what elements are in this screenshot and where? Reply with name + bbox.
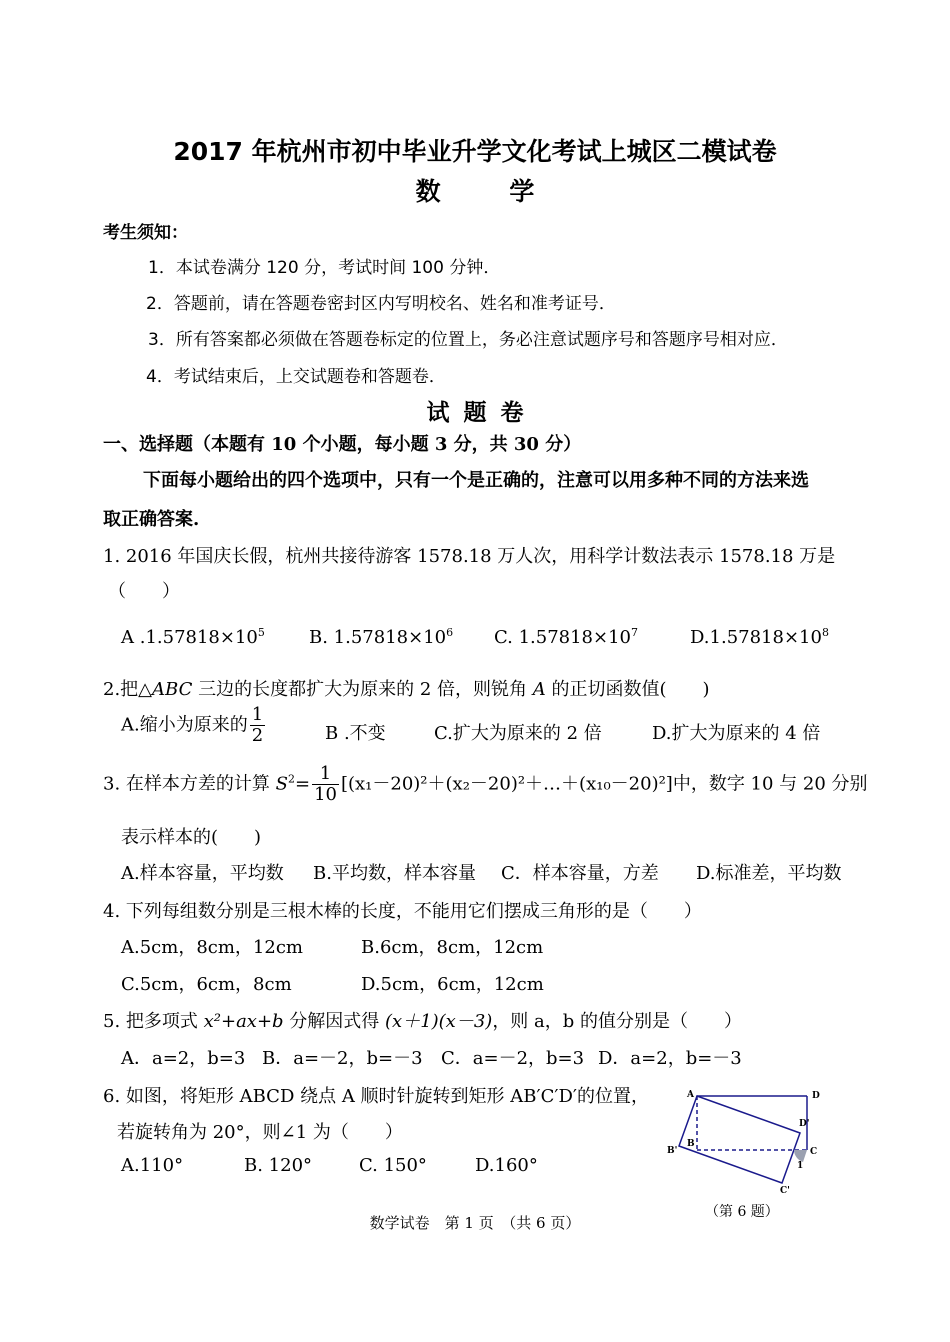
q2-stem: 2.把△ABC 三边的长度都扩大为原来的 2 倍，则锐角 A 的正切函数值( ) xyxy=(103,679,710,700)
label-b-prime: B' xyxy=(667,1146,678,1156)
label-a: A xyxy=(687,1090,694,1100)
q5-option-c: C．a=－2，b=3 xyxy=(441,1048,585,1069)
q6-stem-line2: 若旋转角为 20°，则∠1 为（ ） xyxy=(117,1122,403,1143)
notice-heading: 考生须知： xyxy=(103,223,188,243)
q3-option-c: C．样本容量，方差 xyxy=(501,863,659,884)
q3-option-a: A.样本容量，平均数 xyxy=(121,863,284,884)
label-d: D xyxy=(812,1091,820,1101)
q6-figure-caption: （第 6 题） xyxy=(705,1204,779,1220)
label-d-prime: D' xyxy=(799,1119,810,1129)
q5-option-a: A．a=2，b=3 xyxy=(121,1048,246,1069)
q2-option-d: D.扩大为原来的 4 倍 xyxy=(652,723,821,744)
q4-option-b: B.6cm，8cm，12cm xyxy=(361,937,544,958)
q5-option-b: B．a=－2，b=－3 xyxy=(262,1048,423,1069)
q1-stem-line1: 1. 2016 年国庆长假，杭州共接待游客 1578.18 万人次，用科学计数法表示 1578.18 万是 xyxy=(103,546,836,567)
notice-item-3: 3．所有答案都必须做在答题卷标定的位置上，务必注意试题序号和答题序号相对应． xyxy=(148,330,788,350)
q5-option-d: D．a=2，b=－3 xyxy=(598,1048,742,1069)
label-c-prime: C' xyxy=(780,1186,790,1196)
q6-option-d: D.160° xyxy=(475,1155,538,1176)
q4-stem: 4. 下列每组数分别是三根木棒的长度，不能用它们摆成三角形的是（ ） xyxy=(103,901,702,922)
q4-option-c: C.5cm，6cm，8cm xyxy=(121,974,292,995)
q2-fraction: $\frac{1}{2}$ xyxy=(251,704,264,746)
q6-option-b: B. 120° xyxy=(244,1155,313,1176)
q6-option-a: A.110° xyxy=(121,1155,184,1176)
q1-option-a: A $.1.57818\times 10^5$ xyxy=(121,626,265,648)
subject-title: 数 学 xyxy=(415,177,535,206)
q6-rectangle-figure xyxy=(660,1084,830,1196)
notice-item-2: 2．答题前，请在答题卷密封区内写明校名、姓名和准考证号． xyxy=(146,294,616,314)
q1-option-b: B. $1.57818\times 10^6$ xyxy=(309,626,454,648)
q1-stem-line2: （ ） xyxy=(108,581,180,602)
q3-option-b: B.平均数，样本容量 xyxy=(313,863,476,884)
label-angle-1: 1 xyxy=(797,1161,804,1171)
notice-item-4: 4．考试结束后，上交试题卷和答题卷． xyxy=(146,367,446,387)
q2-option-c: C.扩大为原来的 2 倍 xyxy=(434,723,602,744)
q4-option-d: D.5cm，6cm，12cm xyxy=(361,974,544,995)
q6-option-c: C. 150° xyxy=(359,1155,427,1176)
q3-option-d: D.标准差，平均数 xyxy=(696,863,842,884)
q1-option-d: $D.1.57818\times 10^8$ xyxy=(690,626,829,648)
part1-intro-line1: 下面每小题给出的四个选项中，只有一个是正确的，注意可以用多种不同的方法来选 xyxy=(143,470,809,491)
q3-stem-line2: 表示样本的( ) xyxy=(121,827,262,848)
label-b: B xyxy=(687,1139,695,1149)
part1-intro-line2: 取正确答案. xyxy=(103,509,200,530)
notice-item-1: 1．本试卷满分 120 分，考试时间 100 分钟． xyxy=(148,258,501,278)
page-footer: 数学试卷 第 1 页 （共 6 页） xyxy=(369,1214,581,1232)
q4-option-a: A.5cm，8cm，12cm xyxy=(121,937,303,958)
exam-title: 2017 年杭州市初中毕业升学文化考试上城区二模试卷 xyxy=(173,137,777,166)
q3-fraction: $\frac{1}{10}$ xyxy=(314,763,337,805)
q6-stem-line1: 6. 如图，将矩形 ABCD 绕点 A 顺时针旋转到矩形 AB′C′D′的位置， xyxy=(103,1086,649,1107)
label-c: C xyxy=(810,1147,818,1157)
q2-option-a: A.缩小为原来的 $\frac{1}{2}$ xyxy=(121,704,264,746)
q3-stem: 3. 在样本方差的计算 $S^2=$ $\frac{1}{10}$ [(x₁－20)²＋(x₂－20)²＋…＋(x₁₀－20)²]中，数字 10 与 20 分别 xyxy=(103,763,868,805)
section-title: 试 题 卷 xyxy=(426,400,524,426)
q1-option-c: C. $1.57818\times 10^7$ xyxy=(494,626,638,648)
part1-heading: 一、选择题（本题有 10 个小题，每小题 3 分，共 30 分） xyxy=(103,434,582,455)
q5-stem: 5. 把多项式 x²+ax+b 分解因式得 (x＋1)(x－3)，则 a，b 的值分别是（ ） xyxy=(103,1011,743,1032)
q2-option-b: B .不变 xyxy=(325,723,386,744)
